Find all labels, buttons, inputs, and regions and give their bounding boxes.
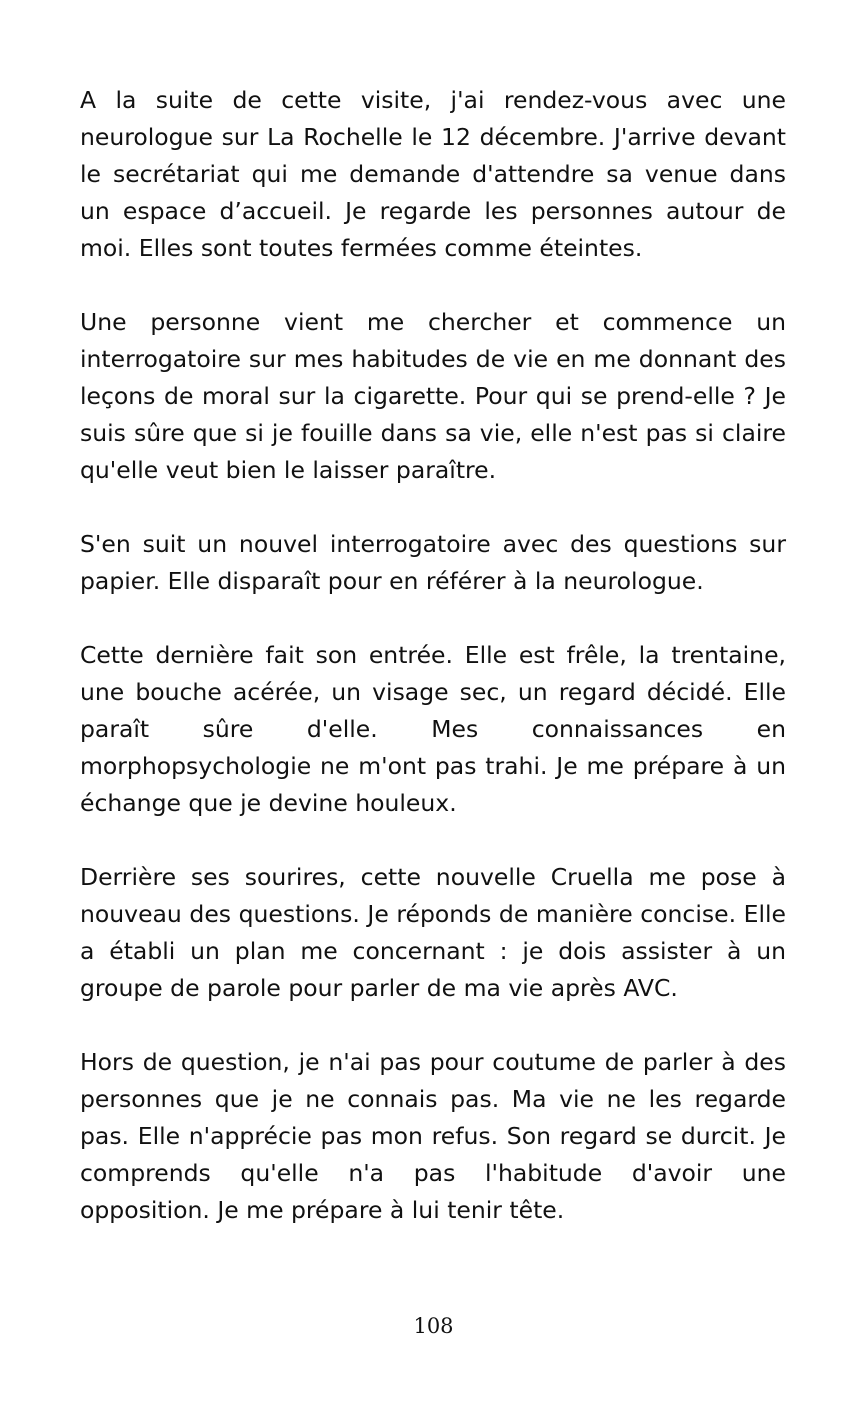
paragraph-4: Cette dernière fait son entrée. Elle est frêle, la trentaine, une bouche acérée, un visage sec, un regard décidé. Elle paraît sûre d'elle. Mes connaissances en morphopsychologie ne m'ont pas trahi. Je me prépare à un échange que je devine houleux. bbox=[80, 641, 786, 817]
paragraph-6: Hors de question, je n'ai pas pour coutume de parler à des personnes que je ne connais pas. Ma vie ne les regarde pas. Elle n'apprécie pas mon refus. Son regard se durcit. Je comprends qu'elle n'a pas l'habitude d'avoir une opposition. Je me prépare à lui tenir tête. bbox=[80, 1048, 786, 1224]
paragraph-1: A la suite de cette visite, j'ai rendez-vous avec une neurologue sur La Rochelle le 12 décembre. J'arrive devant le secrétariat qui me demande d'attendre sa venue dans un espace d’accueil. Je regarde les personnes autour de moi. Elles sont toutes fermées comme éteintes. bbox=[80, 86, 786, 262]
paragraph-3: S'en suit un nouvel interrogatoire avec des questions sur papier. Elle disparaît pour en référer à la neurologue. bbox=[80, 530, 786, 595]
paragraph-2: Une personne vient me chercher et commence un interrogatoire sur mes habitudes de vie en me donnant des leçons de moral sur la cigarette. Pour qui se prend-elle ? Je suis sûre que si je fouille dans sa vie, elle n'est pas si claire qu'elle veut bien le laisser paraître. bbox=[80, 308, 786, 484]
paragraph-5: Derrière ses sourires, cette nouvelle Cruella me pose à nouveau des questions. Je réponds de manière concise. Elle a établi un plan me concernant : je dois assister à un groupe de parole pour parler de ma vie après AVC. bbox=[80, 863, 786, 1002]
page-number: 108 bbox=[413, 1314, 454, 1338]
body-text bbox=[80, 82, 786, 1229]
